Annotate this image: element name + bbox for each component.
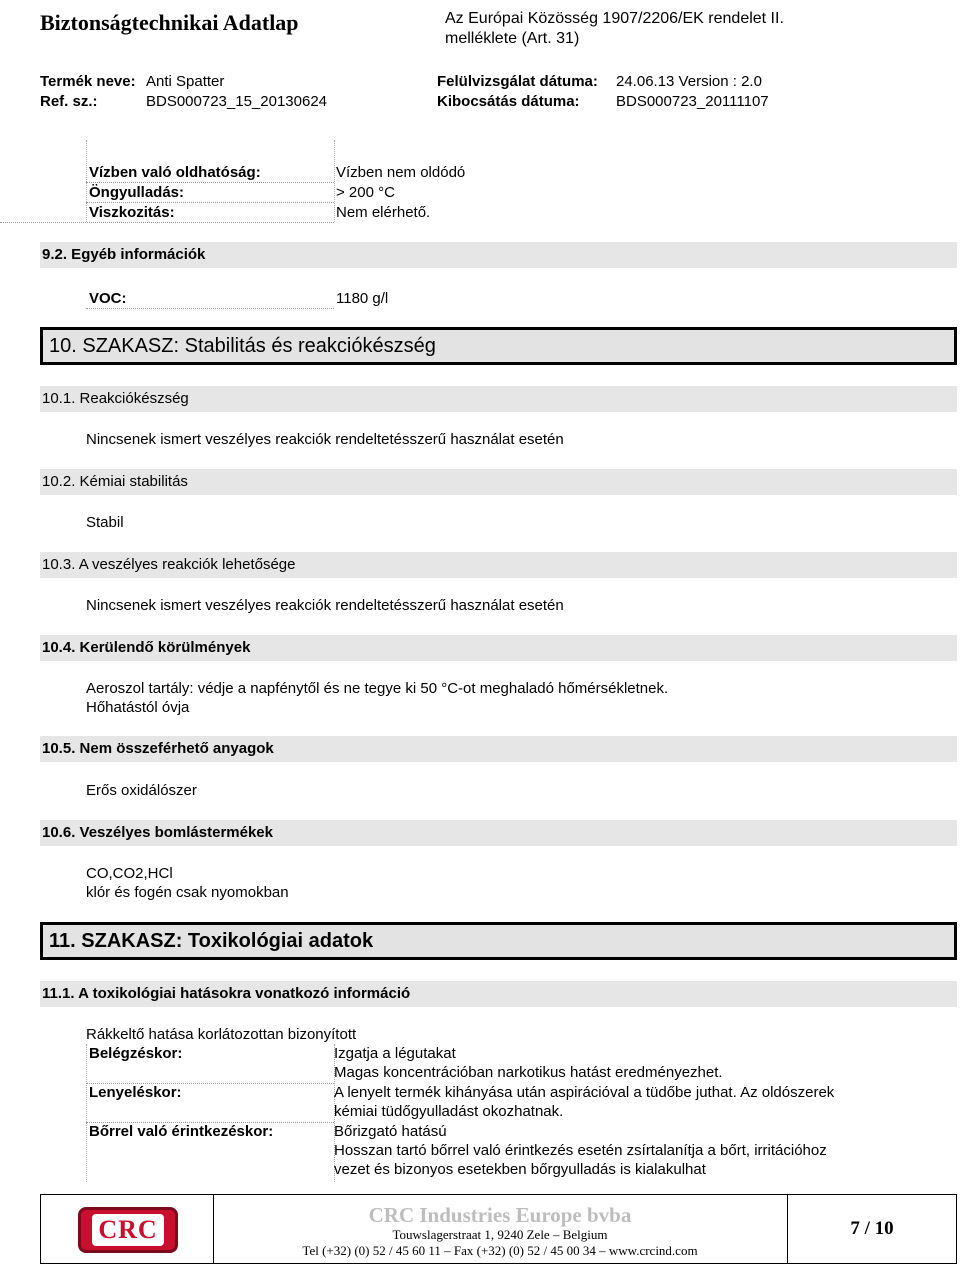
subsection-title-10-5: 10.5. Nem összeférhető anyagok: [40, 736, 957, 762]
ingestion-text-line1: A lenyelt termék kihányása után aspirációval a tüdőbe juthat. Az oldószerek: [334, 1084, 835, 1101]
review-date-label: Felülvizsgálat dátuma:: [437, 73, 598, 90]
subsection-title-10-1: 10.1. Reakciókészség: [40, 386, 957, 412]
property-label: Vízben való oldhatóság:: [89, 164, 261, 181]
inhalation-label: Belégzéskor:: [89, 1045, 183, 1062]
table-divider: [86, 140, 87, 222]
section-11-heading: 11. SZAKASZ: Toxikológiai adatok: [40, 922, 957, 960]
table-divider: [334, 140, 335, 222]
inhalation-text-line1: Izgatja a légutakat: [334, 1045, 456, 1062]
subsection-text-10-4-line1: Aeroszol tartály: védje a napfénytől és ne tegye ki 50 °C-ot meghaladó hőmérsékletnek.: [86, 680, 669, 697]
ingestion-label: Lenyeléskor:: [89, 1084, 182, 1101]
review-date-value: 24.06.13 Version : 2.0: [616, 73, 762, 90]
table-divider: [86, 1044, 87, 1182]
subsection-text-10-2: Stabil: [86, 514, 124, 531]
company-address: Touwslagerstraat 1, 9240 Zele – Belgium: [392, 1227, 608, 1242]
product-name-value: Anti Spatter: [146, 73, 225, 90]
subsection-title-10-4: 10.4. Kerülendő körülmények: [40, 635, 957, 661]
ingestion-text-line2: kémiai tüdőgyulladást okozhatnak.: [334, 1103, 564, 1120]
inhalation-text-line2: Magas koncentrációban narkotikus hatást eredményezhet.: [334, 1064, 723, 1081]
crc-logo: [78, 1207, 178, 1253]
company-name: CRC Industries Europe bvba: [368, 1203, 632, 1227]
voc-label: VOC:: [89, 290, 127, 307]
table-divider: [0, 222, 334, 223]
section-10-heading: 10. SZAKASZ: Stabilitás és reakciókészség: [40, 327, 957, 365]
skin-contact-text-line3: vezet és bizonyos esetekben bőrgyulladás is kialakulhat: [334, 1161, 706, 1178]
issue-date-label: Kibocsátás dátuma:: [437, 93, 580, 110]
property-label: Viszkozitás:: [89, 204, 175, 221]
table-divider: [86, 308, 334, 309]
subsection-title-10-2: 10.2. Kémiai stabilitás: [40, 469, 957, 495]
skin-contact-text-line1: Bőrizgató hatású: [334, 1123, 447, 1140]
crc-logo-text: CRC: [92, 1214, 163, 1246]
voc-value: 1180 g/l: [336, 290, 389, 307]
subsection-title-10-3: 10.3. A veszélyes reakciók lehetősége: [40, 552, 957, 578]
regulation-line-2: melléklete (Art. 31): [445, 30, 580, 47]
subsection-text-10-6-line1: CO,CO2,HCl: [86, 865, 173, 882]
property-value: Vízben nem oldódó: [336, 164, 466, 181]
ref-number-label: Ref. sz.:: [40, 93, 98, 110]
regulation-line-1: Az Európai Közösség 1907/2206/EK rendelet II.: [445, 10, 784, 27]
skin-contact-label: Bőrrel való érintkezéskor:: [89, 1123, 274, 1140]
subsection-text-10-1: Nincsenek ismert veszélyes reakciók rendeltetésszerű használat esetén: [86, 431, 564, 448]
subsection-text-10-4-line2: Hőhatástól óvja: [86, 699, 190, 716]
carcinogenicity-note: Rákkeltő hatása korlátozottan bizonyított: [86, 1026, 357, 1043]
subsection-title-11-1: 11.1. A toxikológiai hatásokra vonatkozó információ: [40, 981, 957, 1007]
subsection-text-10-3: Nincsenek ismert veszélyes reakciók rendeltetésszerű használat esetén: [86, 597, 564, 614]
table-divider: [86, 182, 334, 183]
issue-date-value: BDS000723_20111107: [616, 93, 769, 110]
property-value: > 200 °C: [336, 184, 395, 201]
company-contact: Tel (+32) (0) 52 / 45 60 11 – Fax (+32) (0) 52 / 45 00 34 – www.crcind.com: [302, 1243, 698, 1258]
property-value: Nem elérhető.: [336, 204, 431, 221]
subsection-title-10-6: 10.6. Veszélyes bomlástermékek: [40, 820, 957, 846]
subsection-text-10-5: Erős oxidálószer: [86, 782, 197, 799]
table-divider: [86, 202, 334, 203]
ref-number-value: BDS000723_15_20130624: [146, 93, 328, 110]
subsection-title-9-2: 9.2. Egyéb információk: [40, 242, 957, 268]
skin-contact-text-line2: Hosszan tartó bőrrel való érintkezés esetén zsírtalanítja a bőrt, irritációhoz: [334, 1142, 827, 1159]
page-number: 7 / 10: [850, 1218, 894, 1239]
subsection-text-10-6-line2: klór és fogén csak nyomokban: [86, 884, 289, 901]
property-label: Öngyulladás:: [89, 184, 185, 201]
document-title: Biztonságtechnikai Adatlap: [40, 10, 299, 35]
product-name-label: Termék neve:: [40, 73, 136, 90]
